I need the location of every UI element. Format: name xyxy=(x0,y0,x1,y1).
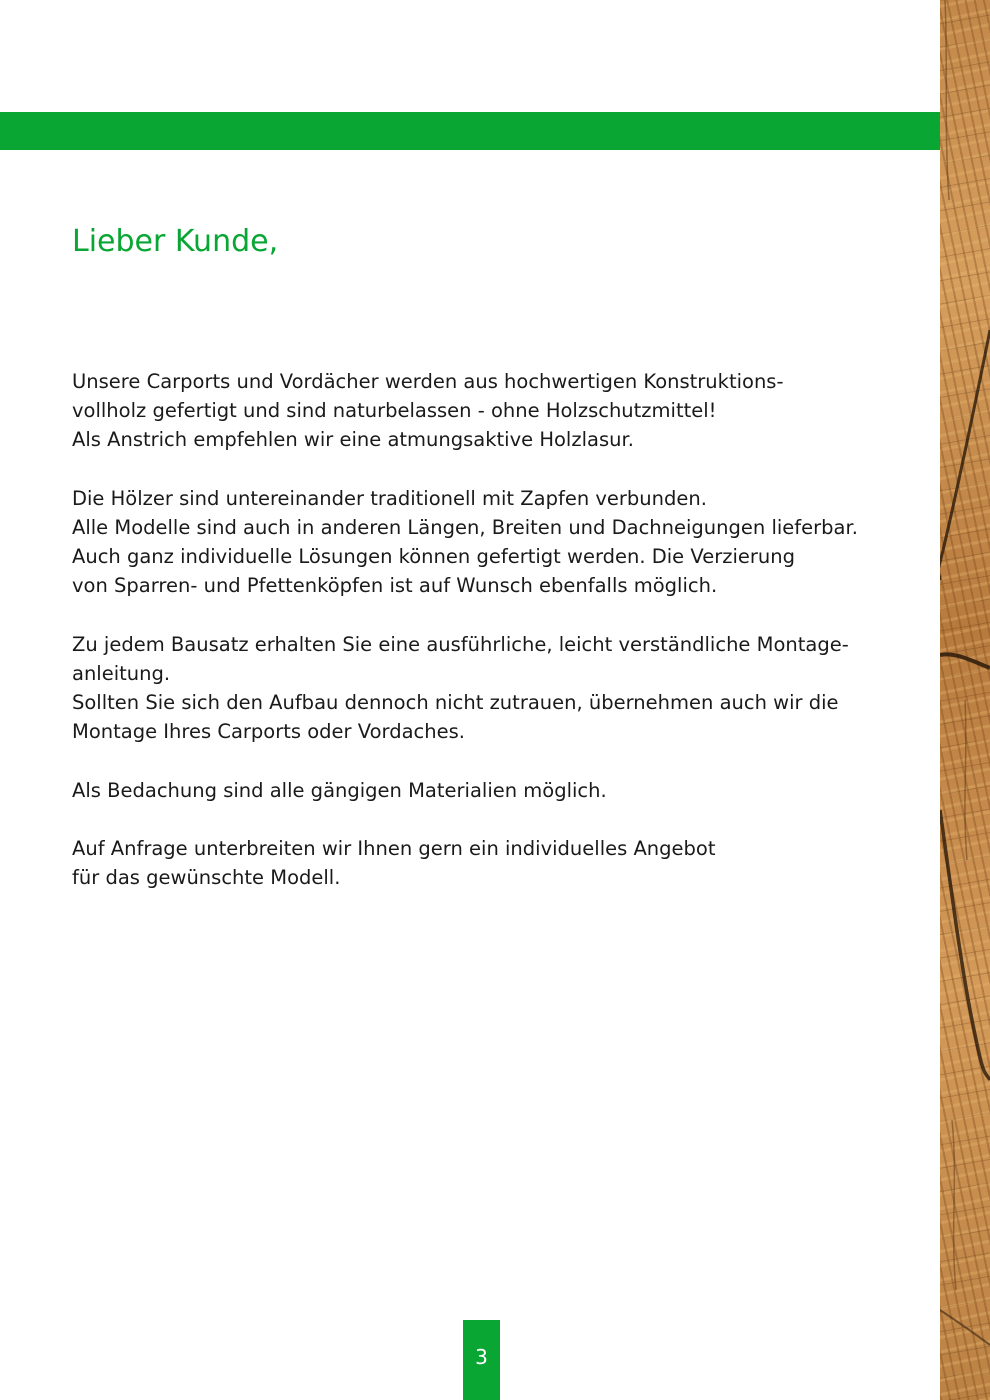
salutation-heading: Lieber Kunde, xyxy=(72,224,279,259)
paragraph-offer xyxy=(72,834,912,892)
text-line: Unsere Carports und Vordächer werden aus hochwertigen Konstruktions- xyxy=(72,370,784,393)
paragraph-assembly xyxy=(72,630,912,747)
wood-crack-lines xyxy=(940,0,990,1400)
paragraph-construction xyxy=(72,484,912,601)
page-number: 3 xyxy=(463,1320,500,1400)
text-line: für das gewünschte Modell. xyxy=(72,866,341,890)
paragraph-material xyxy=(72,367,912,455)
text-line: Auf Anfrage unterbreiten wir Ihnen gern ein individuelles Angebot xyxy=(72,837,716,861)
text-line: Zu jedem Bausatz erhalten Sie eine ausführliche, leicht verständliche Montage- xyxy=(72,632,849,656)
letter-body xyxy=(72,367,912,922)
paragraph-roofing xyxy=(72,776,912,805)
text-line: Sollten Sie sich den Aufbau dennoch nicht zutrauen, übernehmen auch wir die xyxy=(72,691,839,715)
text-line: Alle Modelle sind auch in anderen Längen, Breiten und Dachneigungen lieferbar. xyxy=(72,516,858,539)
text-line: Als Bedachung sind alle gängigen Materialien möglich. xyxy=(72,778,607,802)
text-line: Die Hölzer sind untereinander traditionell mit Zapfen verbunden. xyxy=(72,486,707,510)
text-line: Als Anstrich empfehlen wir eine atmungsaktive Holzlasur. xyxy=(72,428,634,452)
text-line: Auch ganz individuelle Lösungen können gefertigt werden. Die Verzierung xyxy=(72,545,795,569)
text-line: Montage Ihres Carports oder Vordaches. xyxy=(72,720,465,744)
header-green-bar xyxy=(0,112,940,150)
wood-texture-image xyxy=(940,0,990,1400)
text-line: vollholz gefertigt und sind naturbelassen - ohne Holzschutzmittel! xyxy=(72,399,717,423)
text-line: anleitung. xyxy=(72,662,171,685)
text-line: von Sparren- und Pfettenköpfen ist auf Wunsch ebenfalls möglich. xyxy=(72,574,718,598)
